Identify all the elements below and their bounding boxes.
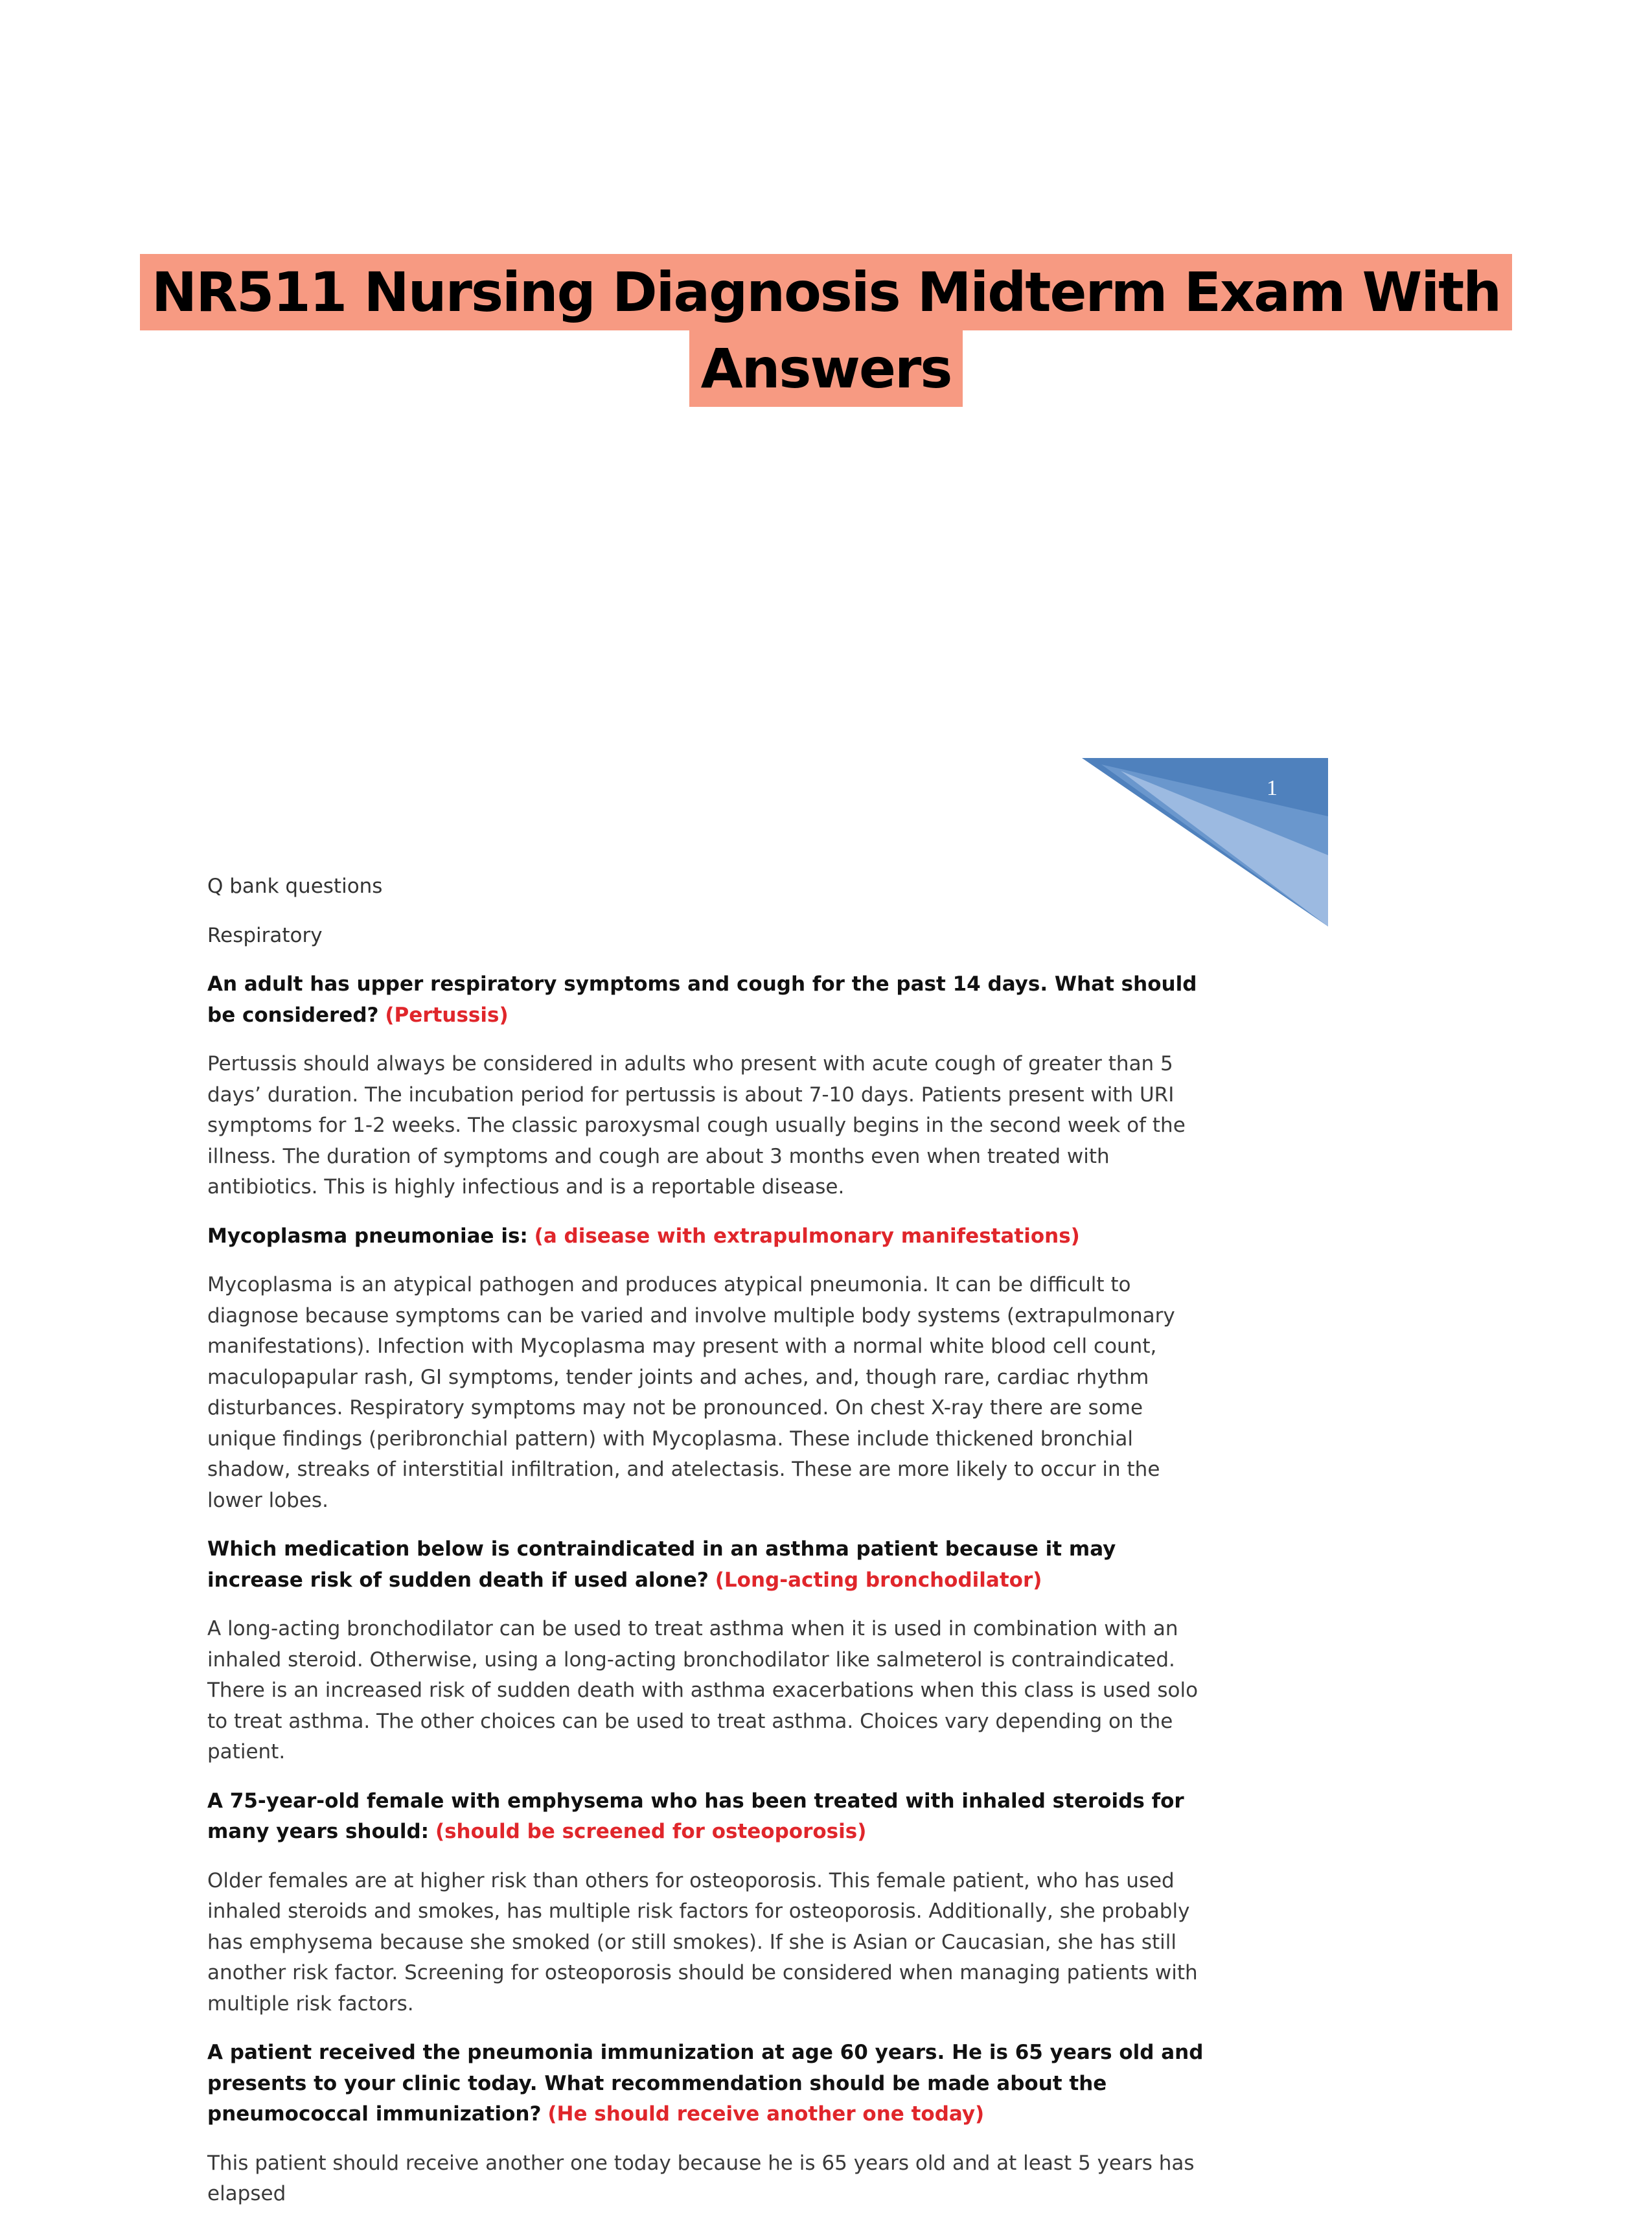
explanation-paragraph: A long-acting bronchodilator can be used to treat asthma when it is used in combination with an inhaled steroid. Otherwise, using a long-acting bronchodilator like salmeterol is contraindicated. There is an increased risk of sudden death with asthma exacerbations when this class is used solo to treat asthma. The other choices can be used to treat asthma. Choices vary depending on the patient.: [207, 1617, 1199, 1763]
question-item: [207, 1221, 1218, 1252]
document-title: [0, 254, 1652, 407]
question-text: Mycoplasma pneumoniae is:: [207, 1224, 528, 1248]
answer-text: (should be screened for osteoporosis): [435, 1820, 867, 1843]
answer-text: (a disease with extrapulmonary manifestations): [534, 1224, 1080, 1248]
page-number: 1: [1267, 776, 1278, 800]
title-line-1: NR511 Nursing Diagnosis Midterm Exam With: [140, 254, 1512, 330]
section-subheading: Respiratory: [207, 923, 323, 947]
question-item: [207, 969, 1218, 1031]
explanation-paragraph: Older females are at higher risk than others for osteoporosis. This female patient, who has used inhaled steroids and smokes, has multiple risk factors for osteoporosis. Additionally, she probably has emphysema because she smoked (or still smokes). If she is Asian or Caucasian, she has still another risk factor. Screening for osteoporosis should be considered when managing patients with multiple risk factors.: [207, 1868, 1198, 2016]
answer-text: (He should receive another one today): [547, 2102, 985, 2126]
question-text: A patient received the pneumonia immunization at age 60 years. He is 65 years old and presents to your clinic today. What recommendation should be made about the pneumococcal immunization?: [207, 2041, 1204, 2126]
document-body: [207, 871, 1218, 2228]
answer-text: (Pertussis): [385, 1003, 509, 1027]
explanation-paragraph: This patient should receive another one today because he is 65 years old and at least 5 years has elapsed: [207, 2151, 1195, 2205]
question-item: [207, 1534, 1218, 1596]
answer-text: (Long-acting bronchodilator): [715, 1568, 1042, 1592]
section-heading: Q bank questions: [207, 875, 383, 898]
question-text: A 75-year-old female with emphysema who has been treated with inhaled steroids for many years should:: [207, 1789, 1184, 1843]
question-item: [207, 2038, 1218, 2130]
question-text: Which medication below is contraindicated in an asthma patient because it may increase risk of sudden death if used alone?: [207, 1537, 1116, 1592]
title-line-2: Answers: [689, 330, 963, 407]
explanation-paragraph: Mycoplasma is an atypical pathogen and produces atypical pneumonia. It can be difficult to diagnose because symptoms can be varied and involve multiple body systems (extrapulmonary manifestations). Infection with Mycoplasma may present with a normal white blood cell count, maculopapular rash, GI symptoms, tender joints and aches, and, though rare, cardiac rhythm disturbances. Respiratory symptoms may not be pronounced. On chest X-ray there are some unique findings (peribronchial pattern) with Mycoplasma. These include thickened bronchial shadow, streaks of interstitial infiltration, and atelectasis. These are more likely to occur in the lower lobes.: [207, 1273, 1175, 1512]
question-item: [207, 1786, 1218, 1848]
question-text: An adult has upper respiratory symptoms and cough for the past 14 days. What should be considered?: [207, 972, 1197, 1027]
explanation-paragraph: Pertussis should always be considered in adults who present with acute cough of greater than 5 days’ duration. The incubation period for pertussis is about 7-10 days. Patients present with URI symptoms for 1-2 weeks. The classic paroxysmal cough usually begins in the second week of the illness. The duration of symptoms and cough are about 3 months even when treated with antibiotics. This is highly infectious and is a reportable disease.: [207, 1052, 1186, 1199]
